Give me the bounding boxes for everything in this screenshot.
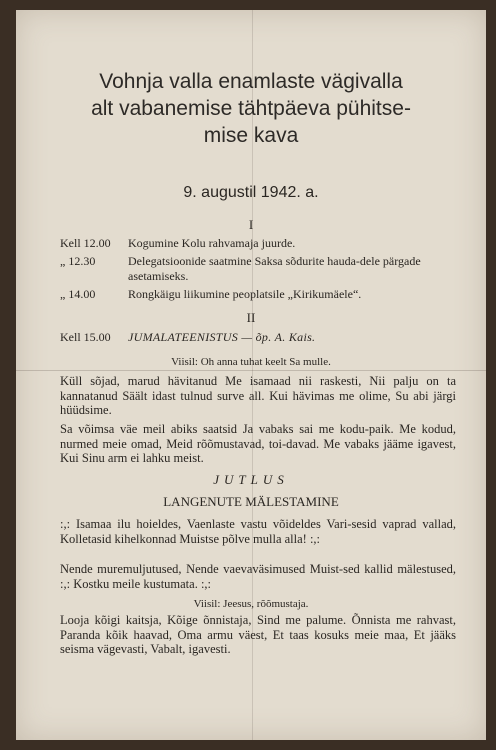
section-numeral-1: I bbox=[248, 217, 254, 232]
hymn-1-verse-2: Sa võimsa väe meil abiks saatsid Ja vabaks sai me kodu-paik. Me kodud, nurmed meie omad, Meid rõõmustavad, toi-davad. Me vabaks jääme igavest, Kui Sinu arm ei lahku meist. bbox=[60, 422, 456, 465]
schedule-part-1 bbox=[60, 236, 460, 305]
schedule-text: Delegatsioonide saatmine Saksa sõdurite hauda-dele pärgade asetamiseks. bbox=[128, 254, 421, 283]
schedule-time: „ 12.30 bbox=[60, 254, 96, 268]
hymn-1-verse-1: Küll sõjad, marud hävitanud Me isamaad nii raskesti, Nii palju on ta kannatanud Säält idast tulnud surve all. Kui hävimas me olime, Su abi järgi hüüdsime. bbox=[60, 374, 456, 417]
event-date: 9. augustil 1942. a. bbox=[183, 184, 319, 201]
hymn-3-tune-note: Viisil: Jeesus, rõõmustaja. bbox=[193, 598, 309, 610]
schedule-row bbox=[60, 330, 460, 345]
hymn-1-tune-note: Viisil: Oh anna tuhat keelt Sa mulle. bbox=[171, 356, 331, 368]
schedule-time: Kell 12.00 bbox=[60, 236, 111, 250]
hymn-2-verse-2: Nende muremuljutused, Nende vaevaväsimused Muist-sed kallid mälestused, :,: Kostku meile kustumata. :,: bbox=[60, 562, 456, 591]
schedule-text: Rongkäigu liikumine peoplatsile „Kirikumäele“. bbox=[128, 287, 362, 301]
remembrance-heading: LANGENUTE MÄLESTAMINE bbox=[163, 494, 339, 509]
title-line-2: alt vabanemise tähtpäeva pühitse- bbox=[91, 97, 411, 120]
title-line-3: mise kava bbox=[203, 124, 299, 147]
schedule-row bbox=[60, 287, 460, 302]
fold-line-horizontal bbox=[16, 370, 486, 371]
document-sheet bbox=[16, 10, 486, 740]
hymn-3-verse-1: Looja kõigi kaitsja, Kõige õnnistaja, Sind me palume. Õnnista me rahvast, Paranda kõik haavad, Oma armu väest, Et taas kosuks meie maa, Et jääks seisma vägevasti, Vabalt, igavesti. bbox=[60, 613, 456, 656]
schedule-row bbox=[60, 254, 460, 284]
schedule-time: „ 14.00 bbox=[60, 287, 96, 301]
schedule-time: Kell 15.00 bbox=[60, 330, 111, 344]
sermon-heading: JUTLUS bbox=[213, 472, 289, 487]
schedule-text: JUMALATEENISTUS — õp. A. Kais. bbox=[128, 330, 316, 344]
section-numeral-2: II bbox=[246, 310, 256, 325]
hymn-2-verse-1: :,: Isamaa ilu hoieldes, Vaenlaste vastu võideldes Vari-sesid vaprad vallad, Kolletasid kihelkonnad Muistse põlve mulla alla! :,: bbox=[60, 517, 456, 546]
schedule-part-2 bbox=[60, 330, 460, 348]
title-line-1: Vohnja valla enamlaste vägivalla bbox=[99, 70, 403, 93]
schedule-text: Kogumine Kolu rahvamaja juurde. bbox=[128, 236, 296, 250]
page-title bbox=[36, 68, 466, 149]
schedule-row bbox=[60, 236, 460, 251]
